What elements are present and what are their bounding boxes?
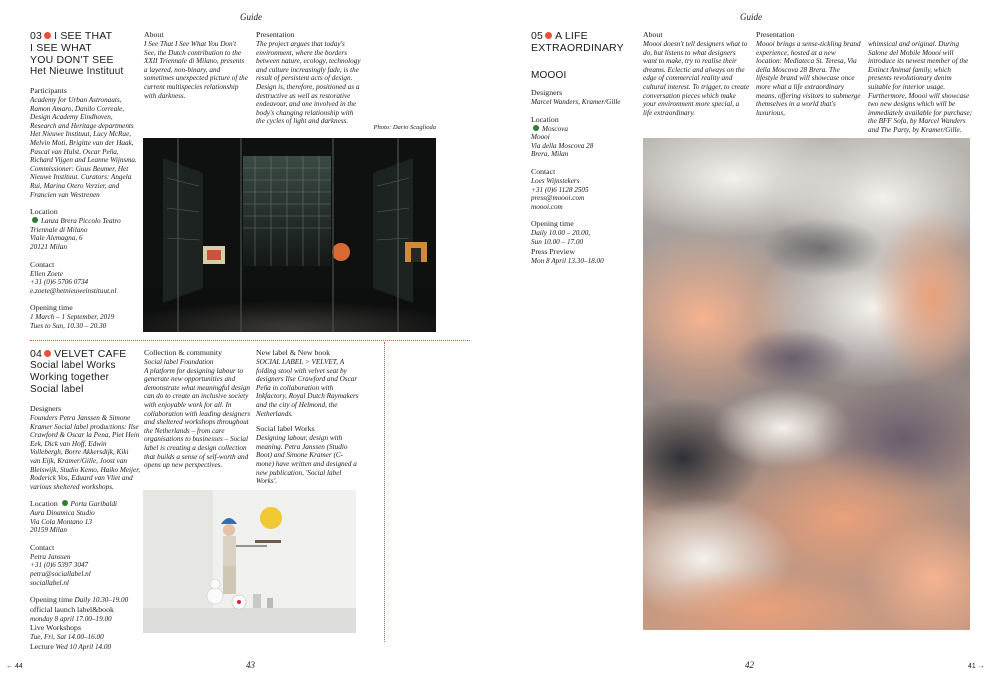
- left-page-number: 43: [246, 660, 255, 670]
- opening-line: Sun 10.00 – 17.00: [531, 237, 584, 246]
- workshops-label: Live Workshops: [30, 623, 81, 633]
- presentation-text: Moooi brings a sense-tickling brand experience, hosted at a new location: Mediateca St. Teresa, Via della Moscova 28 Brera. The lifestyle brand will showcase once more what a life extraordinary means, offering visitors to submerge themselves in a world that's luxurious,: [756, 40, 861, 117]
- contact-phone: +31 (0)6 5706 0734: [30, 278, 89, 287]
- works-label: Social label Works: [256, 424, 315, 434]
- entry-04-title-line: Social label Works: [30, 360, 116, 371]
- location-line: Moooi: [531, 133, 550, 142]
- entry-04-number: 04: [30, 348, 43, 360]
- designers-text: Marcel Wanders, Kramer/Gille: [531, 98, 621, 106]
- prev-page-link[interactable]: ← 44: [6, 663, 23, 670]
- entry-04-title-line: Social label: [30, 384, 84, 395]
- preview-text: Mon 8 April 13.30–18.00: [531, 256, 604, 265]
- exhibition-photo: [143, 138, 436, 332]
- contact-label: Contact: [531, 166, 556, 176]
- participants-label: Participants: [30, 86, 67, 95]
- opening-line: Tues to Sun, 10.30 – 20.30: [30, 321, 107, 330]
- designers-label: Designers: [30, 404, 62, 413]
- presentation-text: The project argues that today's environment, where the borders between nature, ecology, technology and culture increasingly fade, is the result of persistent acts of design. Design is, therefore, positioned as a destructive as well as restorative endeavour, and one involved in the body's changing relationship with the cycles of light and darkness.: [256, 40, 361, 126]
- about-label: About: [643, 30, 663, 39]
- contact-line: Ellen Zoete: [30, 269, 63, 278]
- presentation-label: Presentation: [256, 30, 295, 39]
- participants-text: Academy for Urban Astronauts, Ramon Amaro, Danilo Correale, Design Academy Eindhoven, Research and Heritage departments Het Nieuwe Instituut, Lucy McRae, Melvin Moti, Brigitte van der Haak, Pascal van Hulst, Oscar Peña, Richard Vijgen and Leanne Wijnsma. Commissioner: Guus Beumer, Het Nieuwe Instituut. Curators: Angela Rui, Marina Otero Verzier, and Francien van Westrenen: [30, 96, 137, 199]
- newlabel-text: SOCIAL LABEL > VELVET, A folding stool with velvet seat by designers Ilse Crawford and Oscar Peña in collaboration with Inkfactory, Royal Dutch Raymakers and the city of Helmond, the Netherlands.: [256, 358, 359, 418]
- about-text: I See That I See What You Don't See, the Dutch contribution to the XXII Triennale di Milano, presents a layered, non-binary, and sometimes unexpected picture of the current multispecies relationship with darkness.: [144, 40, 248, 100]
- contact-label: Contact: [30, 259, 55, 269]
- entry-04-newlabel-column: [256, 348, 360, 486]
- entry-03-title-line: YOU DON'T SEE: [30, 54, 114, 66]
- preview-label: Press Preview: [531, 246, 575, 256]
- location-label: Location: [30, 207, 58, 217]
- entry-05-title-line: EXTRAORDINARY: [531, 42, 624, 54]
- accent-dot: [545, 32, 552, 39]
- accent-dot: [44, 32, 51, 39]
- location-line: Via Cola Montano 13: [30, 517, 92, 526]
- opening-label: Opening time: [30, 595, 73, 605]
- section-divider: [30, 340, 470, 341]
- location-line: Lanza Brera Piccolo Teatro: [41, 217, 121, 226]
- right-page-number: 42: [745, 660, 754, 670]
- photo-credit: Photo: Dario Scaglioda: [373, 124, 436, 131]
- location-line: 20121 Milan: [30, 242, 67, 251]
- opening-line: 1 March – 1 September, 2019: [30, 313, 115, 322]
- location-label: Location: [531, 114, 559, 124]
- opening-label: Opening time: [531, 219, 574, 229]
- launch-label: official launch label&book: [30, 604, 114, 614]
- location-pin-icon: [533, 125, 539, 131]
- entry-05-title: [531, 30, 641, 82]
- location-line: Triennale di Milano: [30, 225, 88, 234]
- contact-line: Petra Janssen: [30, 552, 71, 561]
- opening-line: Daily 10.00 – 20.00,: [531, 229, 591, 238]
- entry-04-title-line: VELVET CAFE: [54, 348, 127, 360]
- about-text: Moooi doesn't tell designers what to do, but listens to what designers want to make, try to realise their dreams. Eclectic and always on the edge of commercial reality and cultural interest. To trigger, to create conversation pieces which make your environment more special, a life extraordinary.: [643, 40, 750, 117]
- entry-05-title-line: A LIFE: [555, 30, 588, 42]
- contact-email[interactable]: petra@sociallabel.nl: [30, 569, 91, 578]
- next-page-link[interactable]: 41 →: [968, 663, 985, 670]
- right-running-head: Guide: [740, 12, 762, 22]
- location-line: Via della Moscova 28: [531, 141, 594, 150]
- location-label: Location: [30, 499, 58, 509]
- entry-03-title: [30, 30, 140, 78]
- contact-line: Loes Wijnstekers: [531, 176, 580, 185]
- location-area: Porta Garibaldi: [70, 500, 118, 509]
- page-gutter-divider: [384, 342, 385, 642]
- lecture-label: Lecture: [30, 641, 54, 651]
- entry-03-number: 03: [30, 30, 43, 42]
- entry-03-presentation-column: [256, 30, 362, 126]
- collection-text: A platform for designing labour to generate new opportunities and demonstrate what meaningful design can do to create an inclusive society with enjoyable work for all. In collaboration with leading designers and sheltered workshops throughout the Netherlands – from care organisations to businesses – Social label is creating a design collection that builds a sense of self-worth and opens up new perspectives.: [144, 366, 251, 470]
- entry-05-info-column: [531, 88, 639, 265]
- entry-03-about-column: [144, 30, 248, 100]
- contact-website[interactable]: moooi.com: [531, 202, 563, 211]
- lecture-text: Wed 10 April 14.00: [55, 642, 112, 651]
- entry-03-org: Het Nieuwe Instituut: [30, 66, 124, 77]
- location-line: Viale Alemagna, 6: [30, 234, 83, 243]
- contact-email[interactable]: e.zoete@hetnieuweinstituut.nl: [30, 286, 117, 295]
- location-pin-icon: [32, 217, 38, 223]
- designers-text: Founders Petra Janssen & Simone Kramer Social label productions: Ilse Crawford & Oscar la Pena, Piet Hein Eek, Dick van Hoff, Edwin Vollebergh, Borre Akkersdijk, Kiki van Eijk, Kramer/Gille, Joost van Bleiswijk, Studio Kemo, Haiko Meijer, Roderick Vos, Eduard van Vliet and various sheltered workshops.: [30, 414, 140, 491]
- contact-label: Contact: [30, 542, 55, 552]
- entry-04-title: [30, 348, 142, 396]
- contact-phone: +31 (0)6 1128 2505: [531, 185, 589, 194]
- works-text: Designing labour, design with meaning. Petra Janssen (Studio Boot) and Simone Kramer (C-mone) have written and designed a new publication, 'Social label Works'.: [256, 434, 357, 486]
- entry-05-presentation-continued: [868, 30, 974, 135]
- collection-label: Collection & community: [144, 348, 222, 357]
- designers-label: Designers: [531, 88, 563, 97]
- entry-05-presentation-column: [756, 30, 862, 117]
- workshops-text: Tue, Fri, Sat 14.00–16.00: [30, 633, 104, 642]
- contact-phone: +31 (0)6 5397 3047: [30, 561, 89, 570]
- clouds-collage-image: [643, 138, 970, 630]
- entry-04-title-line: Working together: [30, 372, 110, 383]
- launch-text: monday 8 april 17.00–19.00: [30, 614, 112, 623]
- brand-name: MOOOI: [531, 70, 567, 81]
- presentation-text-continued: whimsical and original. During Salone del Mobile Moooi will introduce its newest member of the Extinct Animal family, which presents revolutionary denim suitable for interior usage. Furthermore, Moooi will showcase two new designs which will be immediately available for purchase; the BFF Sofa, by Marcel Wanders and The Party, by Kramer/Gille.: [868, 40, 973, 134]
- contact-website[interactable]: sociallabel.nl: [30, 578, 69, 587]
- opening-label: Opening time: [30, 303, 73, 313]
- social-label-photo: [143, 490, 356, 633]
- entry-04-collection-column: [144, 348, 250, 470]
- location-pin-icon: [62, 500, 68, 506]
- newlabel-label: New label & New book: [256, 348, 331, 357]
- entry-05-number: 05: [531, 30, 544, 42]
- left-running-head: Guide: [240, 12, 262, 22]
- about-label: About: [144, 30, 164, 39]
- entry-05-about-column: [643, 30, 749, 117]
- entry-04-info-column: [30, 404, 140, 651]
- location-line: Aura Dinamica Studio: [30, 508, 95, 517]
- entry-03-info-column: [30, 86, 138, 330]
- location-line: 20159 Milan: [30, 526, 67, 535]
- location-line: Brera, Milan: [531, 150, 569, 159]
- location-area: Moscova: [542, 124, 568, 133]
- entry-03-title-line: I SEE WHAT: [30, 42, 92, 54]
- entry-03-title-line: I SEE THAT: [54, 30, 113, 42]
- presentation-label: Presentation: [756, 30, 795, 39]
- opening-hours: Daily 10.30–19.00: [74, 596, 129, 605]
- collection-subtitle: Social label Foundation: [144, 358, 214, 366]
- accent-dot: [44, 350, 51, 357]
- contact-email[interactable]: press@moooi.com: [531, 194, 585, 203]
